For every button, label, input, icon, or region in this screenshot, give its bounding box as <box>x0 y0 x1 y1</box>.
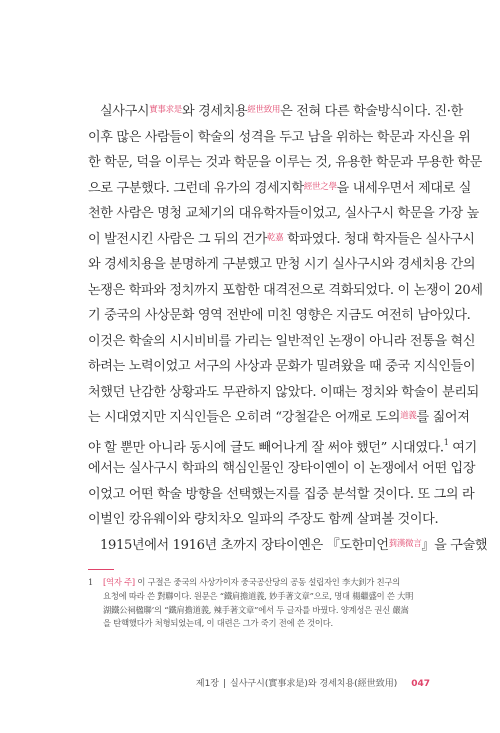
text-run: 이벌인 캉유웨이와 량치차오 일파의 주장도 함께 살펴볼 것이다. <box>88 512 439 527</box>
text-run: 이후 많은 사람들이 학술의 성격을 두고 남을 위하는 학문과 자신을 위 <box>88 129 471 145</box>
text-line <box>88 431 477 457</box>
text-line <box>88 201 479 227</box>
hanja-annotation: 道義 <box>400 411 417 421</box>
text-line <box>88 456 476 482</box>
footnote-number: 1 <box>88 577 94 587</box>
text-run: 실사구시 <box>100 104 150 119</box>
hanja-annotation: 經世致用 <box>247 105 281 115</box>
text-run: 는 시대였지만 지식인들은 오히려 “강철같은 어깨로 도의 <box>88 410 401 425</box>
text-run: 학파였다. 청대 학자들은 실사구시 <box>283 231 475 247</box>
text-run: 에서는 실사구시 학파의 핵심인물인 장타이옌이 이 논쟁에서 어떤 입장 <box>88 461 476 476</box>
page-number: 047 <box>411 679 430 689</box>
hanja-annotation: 乾嘉 <box>266 232 284 243</box>
text-run: 이 발전시킨 사람은 그 뒤의 건가 <box>88 231 267 247</box>
text-run: 야 할 뿐만 아니라 동시에 글도 빼어나게 잘 써야 했던” 시대였다. <box>88 439 444 455</box>
text-line <box>88 125 471 151</box>
text-run: 논쟁은 학파와 정치까지 포함한 대격전으로 격화되었다. 이 논쟁이 20세 <box>88 282 483 298</box>
text-run: 와 경세치용을 분명하게 구분했고 만청 시기 실사구시와 경세치용 간의 <box>88 257 476 272</box>
text-line <box>88 507 439 533</box>
footnote-ref: 1 <box>443 437 449 447</box>
footnote-line: 湖鐵公祠楹聯’의 “鐵肩擔道義, 辣手著文章”에서 두 글자를 바꿨다. 양계성은 권신 嚴嵩 <box>103 604 409 615</box>
footnote-line: 을 탄핵했다가 처형되었는데, 이 대련은 그가 죽기 전에 쓴 것이다. <box>103 618 333 629</box>
running-footer: 제1장 | 실사구시(實事求是)와 경세치용(經世致用) 047 <box>195 679 430 689</box>
text-run: 은 전혀 다른 학술방식이다. 진·한 <box>280 104 463 119</box>
text-line <box>88 380 479 406</box>
footer-title: 실사구시(實事求是)와 경세치용(經世致用) <box>230 679 398 689</box>
text-run: 이었고 어떤 학술 방향을 선택했는지를 집중 분석할 것이다. 또 그의 라 <box>88 486 475 502</box>
text-run: 1915년에서 1916년 초까지 장타이옌은 『도한미언 <box>100 537 389 553</box>
text-run: 』을 구술했 <box>421 537 488 553</box>
text-line <box>88 99 463 125</box>
text-line <box>88 252 476 278</box>
text-run: 으로 구분했다. 그런데 유가의 경세지학 <box>88 180 304 196</box>
text-line <box>88 405 470 431</box>
text-run: 한 학문, 덕을 이루는 것과 학문을 이루는 것, 유용한 학문과 무용한 학문 <box>88 155 482 170</box>
hanja-annotation: 菿漢微言 <box>388 538 422 549</box>
text-line <box>88 482 475 508</box>
text-run: 와 경세치용 <box>182 104 248 119</box>
text-line <box>88 227 475 253</box>
text-line <box>88 176 472 202</box>
footer-chapter: 제1장 <box>195 679 219 689</box>
footnote <box>88 576 420 631</box>
footnote-line: [역자 주] 이 구절은 중국의 사상가이자 중국공산당의 공동 설립자인 李大釗가 친구의 <box>103 577 401 587</box>
text-run: 여기 <box>448 439 477 455</box>
text-run: 이것은 학술의 시시비비를 가리는 일반적인 논쟁이 아니라 전통을 혁신 <box>88 333 476 349</box>
text-run: 하려는 노력이었고 서구의 사상과 문화가 밀려왔을 때 중국 지식인들이 <box>88 359 476 374</box>
text-run: 을 내세우면서 제대로 실 <box>336 180 472 196</box>
text-line <box>88 329 476 355</box>
text-run: 기 중국의 사상문화 영역 전반에 미친 영향은 지금도 여전히 남아있다. <box>88 308 471 323</box>
hanja-annotation: 經世之學 <box>303 181 337 192</box>
text-line <box>88 150 482 176</box>
hanja-annotation: 實事求是 <box>149 105 183 115</box>
footnote-tag: [역자 주] <box>103 577 135 587</box>
text-line <box>88 303 471 329</box>
text-line <box>88 354 476 380</box>
text-run: 를 짊어져 <box>416 410 470 425</box>
main-text <box>88 99 488 558</box>
text-run: 처했던 난감한 상황과도 무관하지 않았다. 이때는 정치와 학술이 분리되 <box>88 384 479 400</box>
footnote-line: 요청에 따라 쓴 對聯이다. 원문은 “鐵肩擔道義, 妙手著文章”으로, 명대 楊繼盛이 쓴 大明 <box>103 590 414 601</box>
text-line <box>88 278 483 304</box>
text-line <box>88 533 488 559</box>
footnote-divider <box>88 569 114 570</box>
text-run: 천한 사람은 명청 교체기의 대유학자들이었고, 실사구시 학문을 가장 높 <box>88 206 479 221</box>
